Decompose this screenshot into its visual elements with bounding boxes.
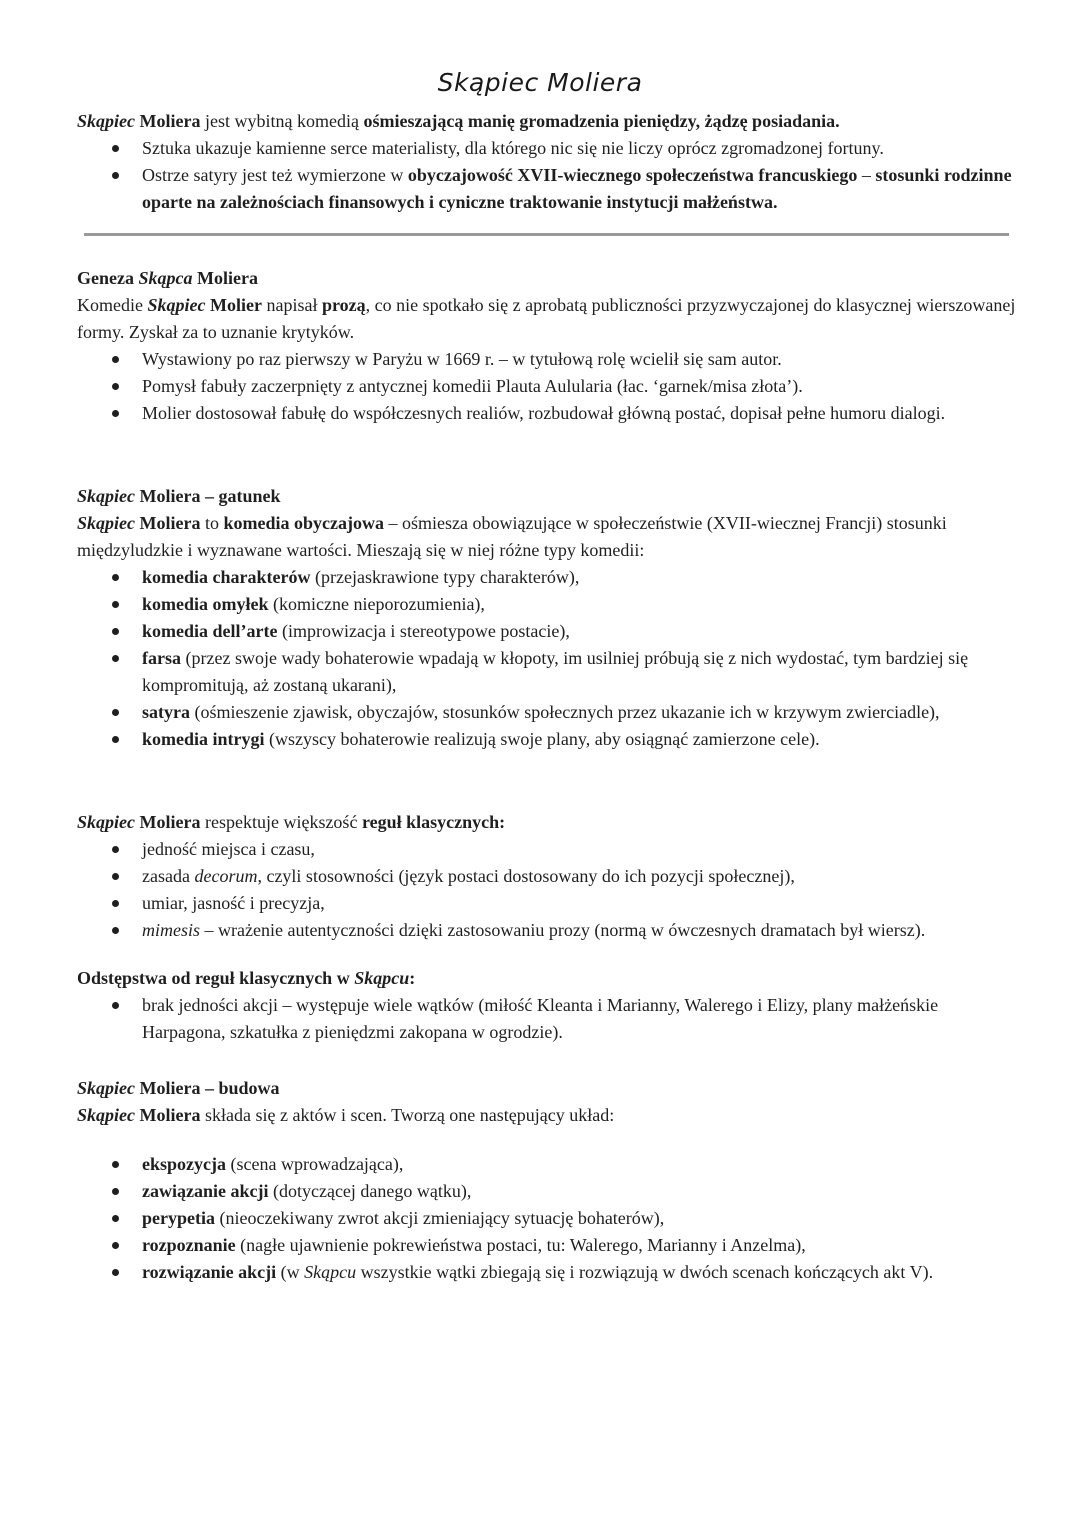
intro-section	[77, 108, 1017, 216]
list-item-italic: decorum	[194, 866, 258, 886]
list-item	[77, 1151, 1017, 1178]
heading-italic: Skąpca	[138, 268, 193, 288]
list-item-text: –	[857, 165, 876, 185]
list-item-bold: zawiązanie akcji	[142, 1181, 269, 1201]
list-item-bold: rozwiązanie akcji	[142, 1262, 277, 1282]
list-item-text: Ostrze satyry jest też wymierzone w	[142, 165, 408, 185]
odstepstwa-list	[77, 992, 1017, 1046]
list-item-bold: satyra	[142, 702, 190, 722]
list-item-bold: komedia dell’arte	[142, 621, 278, 641]
paragraph-text: napisał	[261, 295, 322, 315]
horizontal-divider	[84, 233, 1009, 236]
odstepstwa-section	[77, 965, 1017, 1046]
list-item	[77, 890, 1017, 917]
list-item-text: , czyli stosowności (język postaci dostosowany do ich pozycji społecznej),	[257, 866, 795, 886]
heading-italic: Skąpiec	[77, 486, 135, 506]
work-title-italic: Skąpiec	[77, 111, 135, 131]
intro-emphasis: ośmieszającą manię gromadzenia pieniędzy, żądzę posiadania.	[363, 111, 840, 131]
list-item	[77, 162, 1017, 216]
author-name: Molier	[205, 295, 262, 315]
work-title-italic: Skąpiec	[147, 295, 206, 315]
list-item-text: (improwizacja i stereotypowe postacie),	[277, 621, 570, 641]
list-item-text: zasada	[142, 866, 195, 886]
list-item-text: Molier dostosował fabułę do współczesnych realiów, rozbudował główną postać, dopisał pełne humoru dialogi.	[142, 403, 946, 423]
paragraph-text: Komedie	[77, 295, 148, 315]
geneza-list	[77, 346, 1017, 427]
section-heading	[77, 965, 1017, 992]
list-item-text: (przez swoje wady bohaterowie wpadają w kłopoty, im usilniej próbują się z nich wydostać, tym bardziej się kompromitują, aż zostaną ukarani),	[142, 648, 969, 695]
paragraph-bold: komedia obyczajowa	[223, 513, 384, 533]
list-item	[77, 863, 1017, 890]
list-item-text: – wrażenie autentyczności dzięki zastosowaniu prozy (normą w ówczesnych dramatach był wiersz).	[200, 920, 926, 940]
list-item-bold: komedia charakterów	[142, 567, 311, 587]
list-item-text: (nieoczekiwany zwrot akcji zmieniający sytuację bohaterów),	[214, 1208, 665, 1228]
list-item-text: (ośmieszenie zjawisk, obyczajów, stosunków społecznych przez ukazanie ich w krzywym zwierciadle),	[190, 702, 940, 722]
intro-paragraph	[77, 108, 1017, 135]
list-item-bold: ekspozycja	[142, 1154, 226, 1174]
reguly-section	[77, 809, 1017, 944]
work-title-italic: Skąpiec	[77, 1105, 135, 1125]
list-item	[77, 917, 1017, 944]
heading-italic: Skąpcu	[354, 968, 410, 988]
list-item-bold: komedia intrygi	[142, 729, 265, 749]
author-name: Moliera	[135, 812, 201, 832]
heading-italic: Skąpiec	[77, 1078, 135, 1098]
budowa-list	[77, 1151, 1017, 1286]
author-name: Moliera	[135, 1105, 201, 1125]
list-item	[77, 726, 1017, 753]
heading-text: Moliera	[192, 268, 258, 288]
list-item	[77, 1259, 1017, 1286]
list-item-italic: mimesis	[142, 920, 200, 940]
gatunek-section	[77, 483, 1017, 753]
reguly-paragraph	[77, 809, 1017, 836]
list-item-text: (scena wprowadzająca),	[226, 1154, 404, 1174]
section-heading	[77, 265, 1017, 292]
work-title-italic: Skąpiec	[77, 513, 135, 533]
list-item-bold: farsa	[142, 648, 181, 668]
heading-text: Odstępstwa od reguł klasycznych w	[77, 968, 355, 988]
list-item	[77, 564, 1017, 591]
heading-text: :	[409, 968, 416, 988]
heading-text: Moliera – gatunek	[135, 486, 281, 506]
gatunek-list	[77, 564, 1017, 753]
list-item-bold: rozpoznanie	[142, 1235, 236, 1255]
list-item-text: Pomysł fabuły zaczerpnięty z antycznej komedii Plauta Aulularia (łac. ‘garnek/misa złota’).	[142, 376, 803, 396]
list-item	[77, 591, 1017, 618]
work-title-italic: Skąpiec	[77, 812, 135, 832]
list-item-bold: perypetia	[142, 1208, 215, 1228]
author-name: Moliera	[135, 111, 201, 131]
geneza-paragraph	[77, 292, 1017, 346]
list-item	[77, 373, 1017, 400]
list-item	[77, 618, 1017, 645]
list-item	[77, 400, 1017, 427]
list-item	[77, 346, 1017, 373]
gatunek-paragraph	[77, 510, 1017, 564]
paragraph-text: respektuje większość	[200, 812, 362, 832]
paragraph-bold: prozą	[321, 295, 366, 315]
paragraph-bold: reguł klasycznych:	[361, 812, 506, 832]
list-item-text: (przejaskrawione typy charakterów),	[310, 567, 580, 587]
section-heading	[77, 1075, 1017, 1102]
list-item	[77, 699, 1017, 726]
list-item	[77, 992, 1017, 1046]
intro-list	[77, 135, 1017, 216]
list-item-text: Sztuka ukazuje kamienne serce materialisty, dla którego nic się nie liczy oprócz zgromadzonej fortuny.	[142, 138, 884, 158]
paragraph-text: – ośmiesza obowiązujące w społeczeństwie (XVII-wiecznej Francji) stosunki międzyludzkie i wyznawane wartości. Mieszają się w niej różne typy komedii:	[77, 513, 947, 560]
heading-text: Geneza	[77, 268, 139, 288]
list-item	[77, 836, 1017, 863]
list-item-text: umiar, jasność i precyzja,	[142, 893, 325, 913]
budowa-section	[77, 1075, 1017, 1286]
list-item-bold: stosunki rodzinne oparte na zależnościach finansowych i cyniczne traktowanie instytucji małżeństwa.	[142, 165, 1012, 212]
list-item	[77, 1178, 1017, 1205]
list-item-text: (w	[276, 1262, 305, 1282]
paragraph-text: to	[200, 513, 224, 533]
reguly-list	[77, 836, 1017, 944]
list-item-text: wszystkie wątki zbiegają się i rozwiązują w dwóch scenach kończących akt V).	[356, 1262, 934, 1282]
list-item-text: (wszyscy bohaterowie realizują swoje plany, aby osiągnąć zamierzone cele).	[264, 729, 820, 749]
list-item	[77, 135, 1017, 162]
document-title: Skąpiec Moliera	[437, 68, 643, 97]
intro-text: jest wybitną komedią	[200, 111, 364, 131]
author-name: Moliera	[135, 513, 201, 533]
heading-text: Moliera – budowa	[135, 1078, 280, 1098]
list-item	[77, 1205, 1017, 1232]
list-item-italic: Skąpcu	[304, 1262, 357, 1282]
section-heading	[77, 483, 1017, 510]
list-item-bold: komedia omyłek	[142, 594, 269, 614]
spacer	[77, 1129, 1017, 1151]
list-item-text: brak jedności akcji – występuje wiele wątków (miłość Kleanta i Marianny, Walerego i Elizy, plany małżeńskie Harpagona, szkatułka z pieniędzmi zakopana w ogrodzie).	[142, 995, 939, 1042]
list-item-text: (dotyczącej danego wątku),	[268, 1181, 472, 1201]
paragraph-text: składa się z aktów i scen. Tworzą one następujący układ:	[200, 1105, 615, 1125]
list-item-text: (komiczne nieporozumienia),	[268, 594, 485, 614]
list-item	[77, 645, 1017, 699]
list-item-text: jedność miejsca i czasu,	[142, 839, 315, 859]
geneza-section	[77, 265, 1017, 427]
list-item-text: Wystawiony po raz pierwszy w Paryżu w 1669 r. – w tytułową rolę wcielił się sam autor.	[142, 349, 782, 369]
budowa-paragraph	[77, 1102, 1017, 1129]
list-item-text: (nagłe ujawnienie pokrewieństwa postaci, tu: Walerego, Marianny i Anzelma),	[235, 1235, 806, 1255]
list-item	[77, 1232, 1017, 1259]
list-item-bold: obyczajowość XVII-wiecznego społeczeństwa francuskiego	[407, 165, 858, 185]
paragraph-text: , co nie spotkało się z aprobatą publiczności przyzwyczajonej do klasycznej wierszowanej formy. Zyskał za to uznanie krytyków.	[77, 295, 1016, 342]
